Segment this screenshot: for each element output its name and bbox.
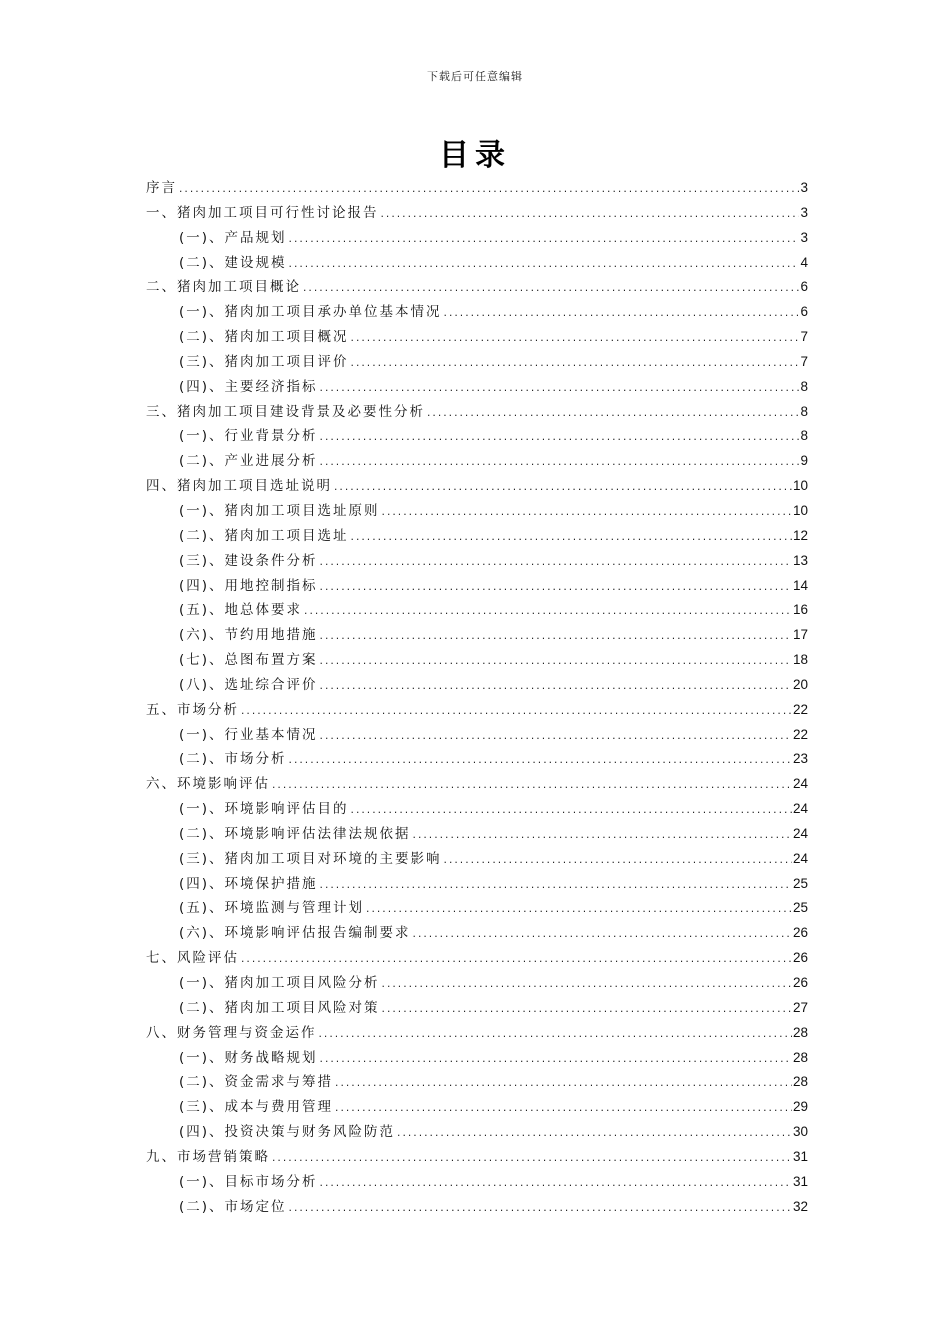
toc-entry[interactable] [146,673,808,698]
toc-entry-label: (一)、猪肉加工项目风险分析 [179,975,380,991]
toc-dot-leader [178,178,799,203]
toc-entry-label: (二)、猪肉加工项目风险对策 [179,999,380,1016]
toc-entry-label: 一、猪肉加工项目可行性讨论报告 [146,204,379,221]
toc-entry[interactable] [146,251,808,276]
toc-entry[interactable] [146,872,808,897]
toc-entry-page-number: 27 [792,999,808,1015]
toc-dot-leader [319,551,792,576]
toc-entry-page-number: 6 [800,279,808,295]
toc-dot-leader [318,1023,792,1048]
toc-entry[interactable] [146,424,808,449]
toc-dot-leader [426,402,799,427]
toc-entry-page-number: 17 [792,627,808,643]
toc-entry-label: (五)、地总体要求 [179,602,303,619]
toc-entry-page-number: 26 [792,975,808,990]
page-title: 目录 [439,138,511,173]
toc-entry-label: (三)、猪肉加工项目对环境的主要影响 [179,850,442,867]
toc-entry-page-number: 31 [792,1148,808,1164]
toc-dot-leader [288,253,800,278]
toc-entry[interactable] [146,474,808,499]
toc-entry[interactable] [146,300,808,325]
toc-dot-leader [319,426,800,451]
toc-dot-leader [302,277,799,302]
toc-dot-leader [365,898,792,923]
toc-entry[interactable] [146,176,808,201]
toc-dot-leader [271,1147,792,1172]
toc-entry-label: (二)、市场分析 [179,751,287,768]
toc-entry-label: 三、猪肉加工项目建设背景及必要性分析 [146,403,425,420]
toc-entry-label: (一)、行业基本情况 [179,726,318,743]
toc-entry[interactable] [146,1120,808,1145]
toc-entry[interactable] [146,275,808,300]
toc-dot-leader [319,1172,792,1197]
toc-entry[interactable] [146,822,808,847]
table-of-contents [146,176,808,1219]
toc-dot-leader [396,1122,792,1147]
toc-dot-leader [319,675,792,700]
toc-entry[interactable] [146,1046,808,1071]
toc-entry[interactable] [146,971,808,996]
toc-entry[interactable] [146,1195,808,1220]
toc-entry[interactable] [146,772,808,797]
toc-entry-label: (三)、建设条件分析 [179,552,318,569]
toc-entry-page-number: 9 [800,453,808,469]
toc-entry-label: 九、市场营销策略 [146,1148,270,1165]
toc-entry-page-number: 4 [800,254,808,270]
toc-entry[interactable] [146,375,808,400]
toc-entry-label: 六、环境影响评估 [146,776,270,793]
toc-dot-leader [319,451,800,476]
toc-entry[interactable] [146,623,808,648]
toc-entry-label: (四)、投资决策与财务风险防范 [179,1124,396,1141]
toc-dot-leader [333,476,792,501]
toc-entry-label: 七、风险评估 [146,950,239,967]
toc-entry[interactable] [146,1021,808,1046]
toc-entry[interactable] [146,648,808,673]
toc-dot-leader [412,923,792,948]
toc-entry-page-number: 32 [792,1198,808,1214]
toc-entry-label: (一)、环境影响评估目的 [179,801,349,818]
toc-entry-label: (一)、财务战略规划 [179,1049,318,1066]
toc-entry[interactable] [146,797,808,822]
toc-dot-leader [319,1048,792,1073]
toc-dot-leader [443,849,792,874]
toc-dot-leader [350,327,800,352]
toc-entry[interactable] [146,723,808,748]
toc-entry-label: (五)、环境监测与管理计划 [179,900,365,917]
toc-entry[interactable] [146,921,808,946]
toc-entry-page-number: 30 [792,1124,808,1140]
toc-dot-leader [334,1097,792,1122]
toc-entry[interactable] [146,400,808,425]
toc-entry-page-number: 28 [792,1049,808,1065]
toc-entry-label: (六)、环境影响评估报告编制要求 [179,925,411,942]
toc-dot-leader [412,824,792,849]
toc-entry-label: (八)、选址综合评价 [179,676,318,693]
toc-entry-page-number: 16 [792,602,808,618]
toc-entry[interactable] [146,226,808,251]
toc-dot-leader [319,725,792,750]
toc-entry-label: (三)、成本与费用管理 [179,1099,334,1116]
toc-entry[interactable] [146,1170,808,1195]
toc-entry-label: 四、猪肉加工项目选址说明 [146,478,332,495]
toc-entry-label: (四)、环境保护措施 [179,875,318,892]
toc-entry-label: (二)、产业进展分析 [179,453,318,470]
toc-entry[interactable] [146,996,808,1021]
toc-entry[interactable] [146,896,808,921]
toc-entry-page-number: 14 [792,577,808,593]
toc-dot-leader [271,774,792,799]
toc-entry-label: (七)、总图布置方案 [179,652,318,669]
toc-entry-page-number: 22 [792,701,808,717]
toc-entry-label: (二)、猪肉加工项目概况 [179,329,349,346]
toc-entry[interactable] [146,1145,808,1170]
toc-entry-label: (六)、节约用地措施 [179,627,318,644]
toc-entry-page-number: 29 [792,1099,808,1115]
toc-entry[interactable] [146,524,808,549]
toc-entry-page-number: 24 [792,850,808,866]
toc-entry[interactable] [146,325,808,350]
toc-entry-label: 序言 [146,180,177,196]
toc-entry-label: (四)、主要经济指标 [179,378,318,395]
toc-entry-page-number: 24 [792,825,808,841]
toc-entry-label: (二)、猪肉加工项目选址 [179,527,349,544]
toc-entry[interactable] [146,847,808,872]
toc-dot-leader [288,1197,792,1222]
toc-entry[interactable] [146,449,808,474]
toc-entry-page-number: 26 [792,925,808,941]
toc-entry-label: (一)、行业背景分析 [179,428,318,445]
toc-dot-leader [381,973,792,998]
toc-dot-leader [350,352,800,377]
toc-entry[interactable] [146,1070,808,1095]
toc-entry-page-number: 22 [792,726,808,742]
toc-dot-leader [380,203,800,228]
toc-dot-leader [319,625,792,650]
toc-entry-label: 五、市场分析 [146,701,239,718]
toc-entry-label: (二)、市场定位 [179,1198,287,1215]
toc-entry-label: (三)、猪肉加工项目评价 [179,353,349,370]
page-header-note: 下载后可任意编辑 [427,70,523,83]
toc-entry-page-number: 10 [792,502,808,518]
toc-entry-page-number: 7 [800,353,808,369]
toc-entry-page-number: 7 [800,329,808,345]
toc-dot-leader [334,1072,792,1097]
toc-entry-page-number: 3 [800,229,808,245]
toc-entry-label: (一)、猪肉加工项目选址原则 [179,502,380,519]
toc-entry-page-number: 3 [800,204,808,220]
toc-entry-page-number: 24 [792,801,808,817]
toc-entry[interactable] [146,946,808,971]
toc-entry-page-number: 6 [800,304,808,320]
toc-entry[interactable] [146,1095,808,1120]
toc-dot-leader [240,948,792,973]
toc-entry-page-number: 20 [792,676,808,692]
toc-dot-leader [381,501,792,526]
toc-entry[interactable] [146,201,808,226]
toc-entry-label: (一)、产品规划 [179,229,287,246]
toc-entry-page-number: 3 [800,180,808,195]
toc-entry-page-number: 8 [800,378,808,394]
toc-dot-leader [288,749,792,774]
toc-dot-leader [350,799,792,824]
toc-entry-label: 八、财务管理与资金运作 [146,1024,317,1041]
toc-entry-page-number: 8 [800,428,808,444]
toc-entry-page-number: 28 [792,1074,808,1090]
toc-entry[interactable] [146,350,808,375]
toc-entry-label: (一)、目标市场分析 [179,1173,318,1190]
toc-entry-page-number: 26 [792,950,808,966]
toc-entry-label: 二、猪肉加工项目概论 [146,279,301,296]
toc-entry[interactable] [146,747,808,772]
toc-dot-leader [240,700,792,725]
toc-dot-leader [303,600,792,625]
toc-entry-page-number: 18 [792,652,808,668]
toc-entry-page-number: 8 [800,403,808,419]
toc-entry-page-number: 12 [792,527,808,543]
toc-entry[interactable] [146,598,808,623]
toc-entry-label: (一)、猪肉加工项目承办单位基本情况 [179,304,442,321]
toc-entry-label: (二)、建设规模 [179,254,287,271]
toc-dot-leader [319,874,792,899]
toc-entry-page-number: 23 [792,751,808,767]
toc-entry[interactable] [146,574,808,599]
toc-dot-leader [319,377,800,402]
toc-dot-leader [288,228,800,253]
toc-entry-page-number: 24 [792,776,808,792]
toc-dot-leader [319,650,792,675]
toc-dot-leader [319,576,792,601]
toc-entry-label: (四)、用地控制指标 [179,577,318,594]
toc-entry-label: (二)、资金需求与筹措 [179,1074,334,1091]
toc-entry-page-number: 13 [792,552,808,568]
toc-entry-page-number: 28 [792,1024,808,1040]
toc-entry-label: (二)、环境影响评估法律法规依据 [179,825,411,842]
toc-dot-leader [350,526,792,551]
toc-entry[interactable] [146,549,808,574]
toc-entry-page-number: 10 [792,478,808,494]
toc-entry-page-number: 25 [792,900,808,916]
toc-entry[interactable] [146,698,808,723]
toc-entry-page-number: 31 [792,1173,808,1189]
toc-entry[interactable] [146,499,808,524]
toc-dot-leader [381,998,792,1023]
toc-dot-leader [443,302,800,327]
toc-entry-page-number: 25 [792,875,808,891]
